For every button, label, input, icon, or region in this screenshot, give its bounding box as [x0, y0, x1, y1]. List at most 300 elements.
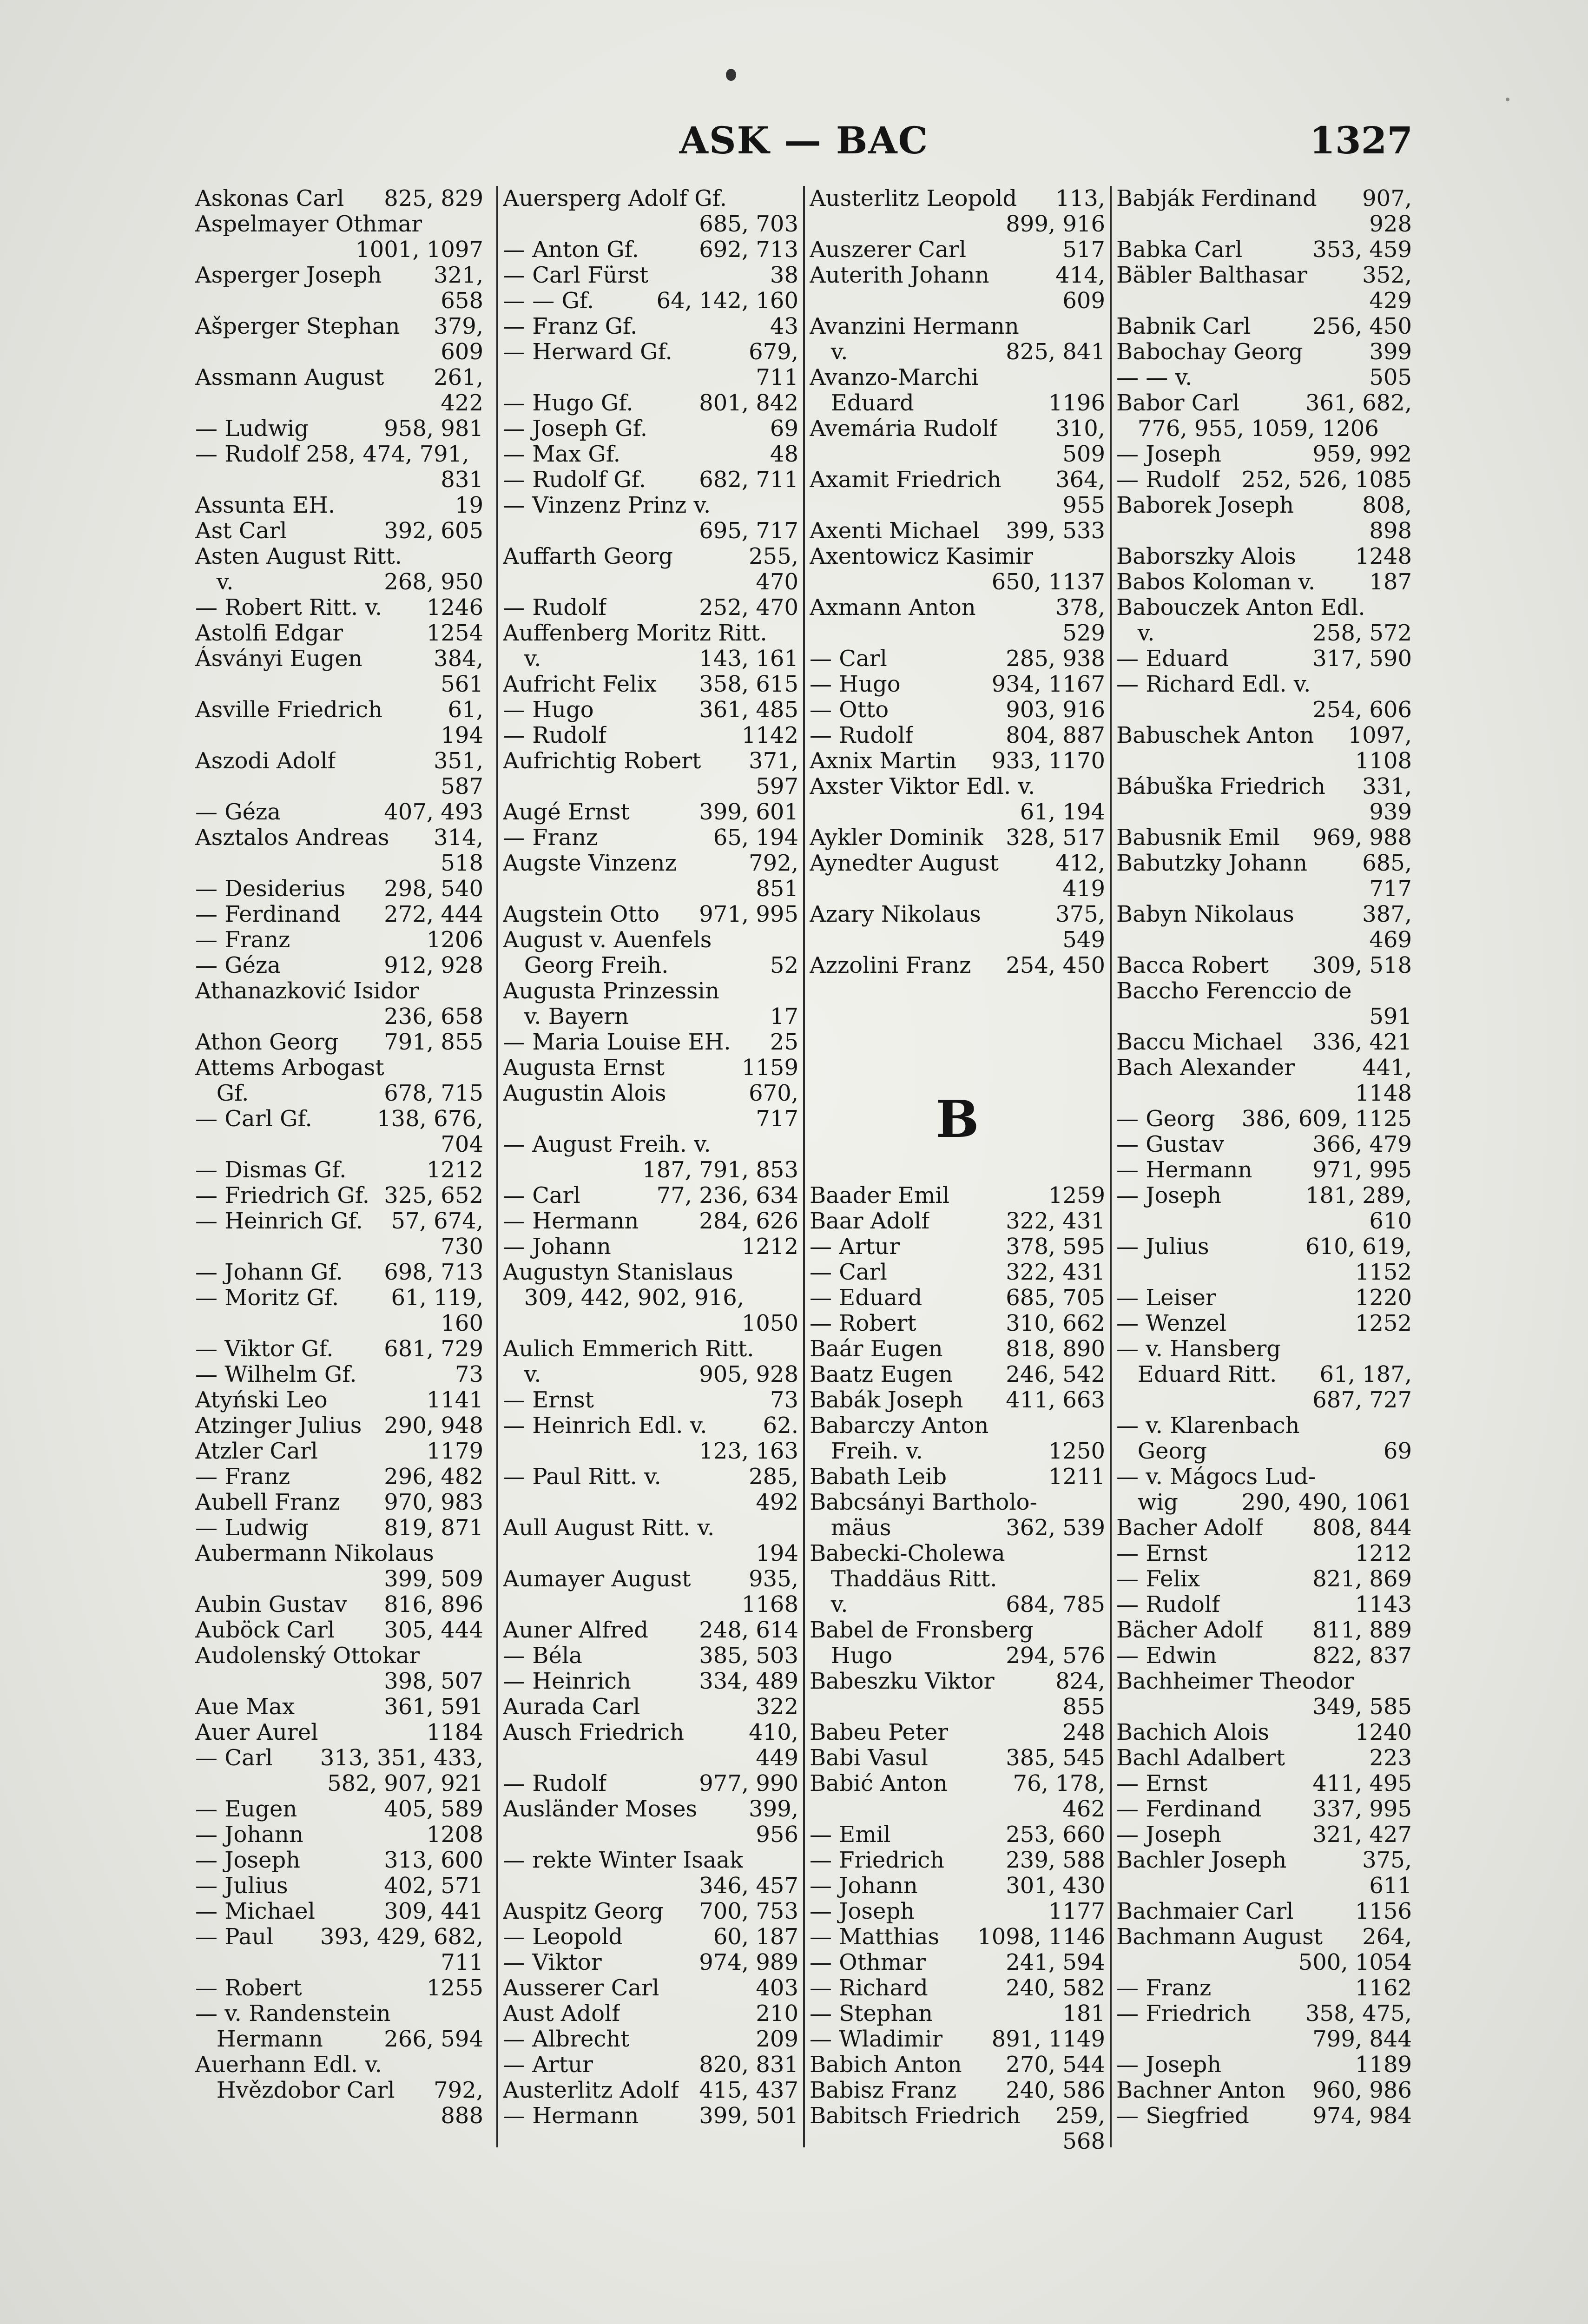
entry-name: Baborszky Alois: [1116, 544, 1296, 569]
index-entry: [503, 1515, 798, 1541]
index-entry: [195, 2103, 483, 2129]
entry-name: — Matthias: [810, 1924, 940, 1950]
index-entry: [810, 518, 1105, 544]
entry-name: — Robert Ritt. v.: [195, 595, 382, 621]
index-entry: [1116, 1132, 1412, 1157]
index-entry: [195, 1413, 483, 1439]
index-entry: [1116, 672, 1412, 697]
entry-page-refs: 305, 444: [384, 1618, 483, 1643]
index-entry: [195, 1285, 483, 1311]
entry-name: — Julius: [195, 1873, 288, 1899]
index-entry: [195, 1899, 483, 1924]
entry-name: — Emil: [810, 1822, 891, 1848]
entry-name: Baccu Michael: [1116, 1030, 1283, 1055]
entry-page-refs: 682, 711: [699, 467, 798, 493]
index-entry: [503, 442, 798, 467]
entry-name: Aynedter August: [810, 851, 999, 876]
index-entry: [1116, 1055, 1412, 1081]
index-entry: [1116, 621, 1412, 646]
entry-page-refs: 804, 887: [1006, 723, 1105, 748]
entry-page-refs: 266, 594: [384, 2027, 483, 2052]
entry-page-refs: 824,: [1055, 1669, 1105, 1694]
entry-page-refs: 1196: [1048, 390, 1105, 416]
entry-name: Austerlitz Adolf: [503, 2078, 679, 2103]
index-entry: [810, 1362, 1105, 1387]
entry-name: — Julius: [1116, 1234, 1209, 1260]
entry-name: v.: [195, 569, 234, 595]
index-entry: [1116, 1004, 1412, 1030]
index-entry: [810, 1004, 1105, 1030]
entry-page-refs: 492: [756, 1490, 798, 1515]
entry-page-refs: 907,: [1362, 186, 1412, 211]
entry-name: Auffarth Georg: [503, 544, 673, 569]
entry-page-refs: 429: [1369, 288, 1412, 314]
index-entry: [1116, 953, 1412, 978]
index-entry: [503, 1950, 798, 1975]
index-entry: [1116, 1208, 1412, 1234]
entry-page-refs: 1179: [426, 1439, 483, 1464]
index-entry: [503, 1643, 798, 1669]
entry-page-refs: 1246: [426, 595, 483, 621]
index-entry: [810, 1311, 1105, 1336]
entry-name: — Artur: [810, 1234, 900, 1260]
entry-name: Azary Nikolaus: [810, 902, 981, 927]
index-entry: [195, 1643, 483, 1669]
entry-name: — Eduard: [1116, 646, 1229, 672]
index-entry: [1116, 1081, 1412, 1106]
entry-page-refs: 820, 831: [699, 2052, 798, 2078]
entry-page-refs: 284, 626: [699, 1208, 798, 1234]
entry-page-refs: 240, 586: [1006, 2078, 1105, 2103]
index-entry: [503, 723, 798, 748]
entry-name: — Géza: [195, 799, 281, 825]
entry-page-refs: 296, 482: [384, 1464, 483, 1490]
entry-page-refs: 419: [1062, 876, 1105, 902]
index-entry: [810, 1183, 1105, 1208]
index-entry: [810, 2001, 1105, 2027]
entry-page-refs: 971, 995: [699, 902, 798, 927]
entry-name: Georg: [1116, 1439, 1207, 1464]
index-entry: [810, 211, 1105, 237]
index-entry: [810, 1336, 1105, 1362]
index-entry: [1116, 876, 1412, 902]
index-entry: [1116, 1899, 1412, 1924]
index-entry: [1116, 774, 1412, 799]
entry-name: Aumayer August: [503, 1566, 691, 1592]
index-entry: [810, 1643, 1105, 1669]
index-entry: [1116, 390, 1412, 416]
entry-name: — Gustav: [1116, 1132, 1225, 1157]
entry-name: Atzinger Julius: [195, 1413, 362, 1439]
entry-page-refs: 1177: [1048, 1899, 1105, 1924]
entry-name: — Joseph: [810, 1899, 915, 1924]
index-entry: [503, 1592, 798, 1618]
index-entry: [1116, 416, 1412, 442]
index-entry: [810, 2129, 1105, 2154]
entry-page-refs: 591: [1369, 1004, 1412, 1030]
index-entry: [1116, 1362, 1412, 1387]
entry-name: — Rudolf: [1116, 1592, 1220, 1618]
index-entry: [503, 544, 798, 569]
index-entry: [810, 314, 1105, 339]
index-entry: [1116, 1157, 1412, 1183]
entry-page-refs: 799, 844: [1312, 2027, 1412, 2052]
index-entry: [810, 774, 1105, 799]
index-entry: [503, 1464, 798, 1490]
index-entry: [195, 2027, 483, 2052]
index-entry: [503, 672, 798, 697]
index-entry: [810, 1950, 1105, 1975]
entry-page-refs: 268, 950: [384, 569, 483, 595]
entry-page-refs: 399, 533: [1006, 518, 1105, 544]
entry-page-refs: 60, 187: [713, 1924, 798, 1950]
entry-name: — Friedrich: [810, 1848, 945, 1873]
entry-name: — Johann: [195, 1822, 303, 1848]
index-entry: [503, 263, 798, 288]
entry-page-refs: 821, 869: [1312, 1566, 1412, 1592]
entry-page-refs: 386, 609, 1125: [1241, 1106, 1412, 1132]
entry-name: Aulich Emmerich Ritt.: [503, 1336, 754, 1362]
entry-page-refs: 1108: [1355, 748, 1412, 774]
entry-page-refs: 405, 589: [384, 1796, 483, 1822]
entry-page-refs: 358, 615: [699, 672, 798, 697]
index-entry: [810, 978, 1105, 1004]
entry-page-refs: 393, 429, 682,: [320, 1924, 483, 1950]
index-entry: [195, 748, 483, 774]
entry-name: Aubin Gustav: [195, 1592, 347, 1618]
entry-page-refs: 143, 161: [699, 646, 798, 672]
index-entry: [503, 851, 798, 876]
entry-name: Babeu Peter: [810, 1720, 949, 1745]
entry-name: — Franz: [195, 1464, 290, 1490]
index-entry: [503, 595, 798, 621]
entry-page-refs: 210: [756, 2001, 798, 2027]
entry-name: Auböck Carl: [195, 1618, 335, 1643]
entry-page-refs: 549: [1062, 927, 1105, 953]
entry-name: Babor Carl: [1116, 390, 1240, 416]
entry-name: Asztalos Andreas: [195, 825, 389, 851]
entry-name: Asten August Ritt.: [195, 544, 402, 569]
entry-name: Avemária Rudolf: [810, 416, 998, 442]
column-3: [810, 186, 1105, 2157]
entry-page-refs: 462: [1062, 1796, 1105, 1822]
entry-page-refs: 392, 605: [384, 518, 483, 544]
entry-name: Babić Anton: [810, 1771, 948, 1796]
entry-page-refs: 956: [756, 1822, 798, 1848]
index-entry: [1116, 314, 1412, 339]
index-entry: [1116, 723, 1412, 748]
index-entry: [810, 1618, 1105, 1643]
entry-page-refs: 711: [441, 1950, 483, 1975]
entry-name: — — v.: [1116, 365, 1193, 390]
entry-page-refs: 411, 663: [1006, 1387, 1105, 1413]
entry-name: Avanzo-Marchi: [810, 365, 979, 390]
index-entry: [1116, 2052, 1412, 2078]
entry-name: Babák Joseph: [810, 1387, 963, 1413]
index-entry: [195, 1975, 483, 2001]
entry-name: Auerhann Edl. v.: [195, 2052, 382, 2078]
index-entry: [195, 927, 483, 953]
entry-page-refs: 61, 119,: [391, 1285, 483, 1311]
index-entry: [810, 1208, 1105, 1234]
index-entry: [503, 825, 798, 851]
index-entry: [810, 1055, 1105, 1081]
index-entry: [503, 1234, 798, 1260]
entry-name: Auspitz Georg: [503, 1899, 664, 1924]
entry-page-refs: 254, 450: [1006, 953, 1105, 978]
index-entry: [1116, 1720, 1412, 1745]
entry-name: Bäbler Balthasar: [1116, 263, 1307, 288]
index-entry: [195, 1669, 483, 1694]
index-entry: [1116, 467, 1412, 493]
entry-name: Baatz Eugen: [810, 1362, 953, 1387]
entry-page-refs: 1050: [741, 1311, 798, 1336]
entry-page-refs: 1184: [426, 1720, 483, 1745]
entry-name: — Siegfried: [1116, 2103, 1249, 2129]
index-entry: [195, 902, 483, 927]
entry-name: Bachner Anton: [1116, 2078, 1285, 2103]
entry-name: — Viktor Gf.: [195, 1336, 334, 1362]
entry-name: — Rudolf Gf.: [503, 467, 646, 493]
index-entry: [195, 1796, 483, 1822]
index-entry: [810, 851, 1105, 876]
index-entry: [810, 237, 1105, 263]
entry-page-refs: 309, 518: [1312, 953, 1412, 978]
index-entry: [1116, 1924, 1412, 1950]
entry-page-refs: 1206: [426, 927, 483, 953]
index-entry: [810, 697, 1105, 723]
index-entry: [195, 1183, 483, 1208]
index-entry: [1116, 697, 1412, 723]
index-entry: [810, 1669, 1105, 1694]
entry-name: Augustyn Stanislaus: [503, 1260, 733, 1285]
entry-page-refs: 971, 995: [1312, 1157, 1412, 1183]
entry-name: — Rudolf: [503, 595, 607, 621]
column-4: [1116, 186, 1412, 2157]
index-entry: [503, 1541, 798, 1566]
dust-speck: [726, 69, 736, 81]
entry-name: Aull August Ritt. v.: [503, 1515, 715, 1541]
index-entry: [810, 186, 1105, 211]
entry-name: — Hugo: [810, 672, 901, 697]
index-entry: [503, 1694, 798, 1720]
index-entry: [195, 2001, 483, 2027]
entry-name: — Artur: [503, 2052, 593, 2078]
entry-page-refs: 194: [756, 1541, 798, 1566]
index-entry: [1116, 1515, 1412, 1541]
index-entry: [503, 416, 798, 442]
index-entry: [503, 2103, 798, 2129]
index-entry: [810, 1771, 1105, 1796]
index-entry: [1116, 902, 1412, 927]
entry-page-refs: 711: [756, 365, 798, 390]
entry-page-refs: 19: [455, 493, 483, 518]
index-entry: [503, 1490, 798, 1515]
column-2: [503, 186, 798, 2157]
index-entry: [503, 314, 798, 339]
entry-page-refs: 246, 542: [1006, 1362, 1105, 1387]
entry-name: Bábuška Friedrich: [1116, 774, 1325, 799]
index-entry: [810, 339, 1105, 365]
entry-page-refs: 402, 571: [384, 1873, 483, 1899]
entry-page-refs: 255,: [749, 544, 798, 569]
index-entry: [1116, 518, 1412, 544]
entry-page-refs: 61, 187,: [1319, 1362, 1412, 1387]
entry-name: — Robert: [810, 1311, 916, 1336]
entry-name: — Carl: [503, 1183, 580, 1208]
entry-page-refs: 57, 674,: [391, 1208, 483, 1234]
entry-page-refs: 1212: [1355, 1541, 1412, 1566]
entry-name: — Leopold: [503, 1924, 623, 1950]
entry-page-refs: 958, 981: [384, 416, 483, 442]
entry-page-refs: 685,: [1362, 851, 1412, 876]
entry-name: — Hugo Gf.: [503, 390, 633, 416]
entry-name: — Robert: [195, 1975, 302, 2001]
entry-name: Babi Vasul: [810, 1745, 928, 1771]
index-entry: [810, 2103, 1105, 2129]
index-entry: [810, 1822, 1105, 1848]
entry-page-refs: 825, 841: [1006, 339, 1105, 365]
entry-page-refs: 414,: [1055, 263, 1105, 288]
entry-page-refs: 974, 989: [699, 1950, 798, 1975]
entry-name: — Othmar: [810, 1950, 926, 1975]
index-entry: [195, 1848, 483, 1873]
index-entry: [503, 1055, 798, 1081]
entry-page-refs: 561: [441, 672, 483, 697]
entry-page-refs: 252, 470: [699, 595, 798, 621]
entry-page-refs: 700, 753: [699, 1899, 798, 1924]
entry-name: Axster Viktor Edl. v.: [810, 774, 1035, 799]
index-entry: [1116, 1183, 1412, 1208]
entry-name: — Friedrich: [1116, 2001, 1252, 2027]
entry-page-refs: 822, 837: [1312, 1643, 1412, 1669]
entry-name: v.: [503, 1362, 541, 1387]
entry-name: Eduard Ritt.: [1116, 1362, 1277, 1387]
entry-name: Baborek Joseph: [1116, 493, 1294, 518]
entry-name: wig: [1116, 1490, 1178, 1515]
entry-page-refs: 258, 572: [1312, 621, 1412, 646]
index-entry: [503, 211, 798, 237]
index-entry: [503, 1796, 798, 1822]
index-entry: [195, 339, 483, 365]
entry-page-refs: 336, 421: [1312, 1030, 1412, 1055]
index-entry: [1116, 1439, 1412, 1464]
entry-page-refs: 582, 907, 921: [327, 1771, 483, 1796]
entry-page-refs: 678, 715: [384, 1081, 483, 1106]
index-entry: [503, 1771, 798, 1796]
entry-name: Eduard: [810, 390, 914, 416]
index-entry: [810, 748, 1105, 774]
entry-page-refs: 935,: [749, 1566, 798, 1592]
entry-name: Ásványi Eugen: [195, 646, 362, 672]
entry-name: — Rudolf: [503, 723, 607, 748]
index-columns: [195, 186, 1413, 2157]
index-entry: [503, 1745, 798, 1771]
index-entry: [503, 1004, 798, 1030]
entry-name: Athon Georg: [195, 1030, 339, 1055]
entry-page-refs: 43: [770, 314, 798, 339]
entry-page-refs: 239, 588: [1006, 1848, 1105, 1873]
entry-page-refs: 831: [441, 467, 483, 493]
entry-name: Babouczek Anton Edl.: [1116, 595, 1365, 621]
entry-page-refs: 1168: [741, 1592, 798, 1618]
entry-name: — Moritz Gf.: [195, 1285, 339, 1311]
index-entry: [503, 953, 798, 978]
entry-page-refs: 970, 983: [384, 1490, 483, 1515]
index-entry: [810, 1030, 1105, 1055]
entry-name: Babel de Fronsberg: [810, 1618, 1034, 1643]
index-entry: [810, 544, 1105, 569]
index-entry: [503, 902, 798, 927]
entry-name: — Carl: [195, 1745, 273, 1771]
entry-name: — Hermann: [1116, 1157, 1252, 1183]
index-entry: [1116, 1643, 1412, 1669]
entry-name: Ausländer Moses: [503, 1796, 698, 1822]
entry-page-refs: 62.: [763, 1413, 798, 1439]
entry-name: Auner Alfred: [503, 1618, 648, 1643]
entry-page-refs: 912, 928: [384, 953, 483, 978]
index-entry: [503, 1873, 798, 1899]
index-entry: [1116, 1030, 1412, 1055]
entry-page-refs: 977, 990: [699, 1771, 798, 1796]
index-entry: [503, 1899, 798, 1924]
entry-page-refs: 385, 503: [699, 1643, 798, 1669]
entry-name: Bacher Adolf: [1116, 1515, 1263, 1541]
entry-page-refs: 25: [770, 1030, 798, 1055]
entry-page-refs: 64, 142, 160: [656, 288, 798, 314]
entry-name: — Franz: [1116, 1975, 1212, 2001]
entry-name: — Stephan: [810, 2001, 933, 2027]
entry-page-refs: 240, 582: [1006, 1975, 1105, 2001]
entry-name: 776, 955, 1059, 1206: [1116, 416, 1379, 442]
entry-page-refs: 1255: [426, 1975, 483, 2001]
entry-name: — Heinrich Gf.: [195, 1208, 363, 1234]
entry-name: — Franz: [503, 825, 598, 851]
entry-name: Aykler Dominik: [810, 825, 984, 851]
index-entry: [195, 1618, 483, 1643]
entry-name: — Paul: [195, 1924, 274, 1950]
running-head: ASK — BAC: [679, 119, 929, 162]
index-entry: [195, 697, 483, 723]
index-entry: [1116, 2001, 1412, 2027]
entry-name: — Albrecht: [503, 2027, 630, 2052]
index-entry: [1116, 365, 1412, 390]
entry-page-refs: 1259: [1048, 1183, 1105, 1208]
index-entry: [195, 1873, 483, 1899]
entry-page-refs: 969, 988: [1312, 825, 1412, 851]
entry-page-refs: 399, 501: [699, 2103, 798, 2129]
entry-name: Babecki-Cholewa: [810, 1541, 1005, 1566]
index-entry: [810, 1490, 1105, 1515]
entry-page-refs: 160: [441, 1311, 483, 1336]
entry-name: Bachler Joseph: [1116, 1848, 1287, 1873]
entry-name: Athanazković Isidor: [195, 978, 419, 1004]
entry-page-refs: 181, 289,: [1305, 1183, 1412, 1208]
entry-page-refs: 684, 785: [1006, 1592, 1105, 1618]
index-entry: [1116, 1669, 1412, 1694]
index-entry: [503, 1413, 798, 1439]
entry-page-refs: 358, 475,: [1305, 2001, 1412, 2027]
index-entry: [503, 237, 798, 263]
entry-name: — Joseph: [1116, 2052, 1222, 2078]
entry-page-refs: 704: [441, 1132, 483, 1157]
entry-page-refs: 48: [770, 442, 798, 467]
entry-name: — Ernst: [1116, 1541, 1208, 1566]
index-entry: [1116, 1745, 1412, 1771]
index-entry: [503, 186, 798, 211]
index-entry: [195, 1208, 483, 1234]
index-entry: [810, 263, 1105, 288]
